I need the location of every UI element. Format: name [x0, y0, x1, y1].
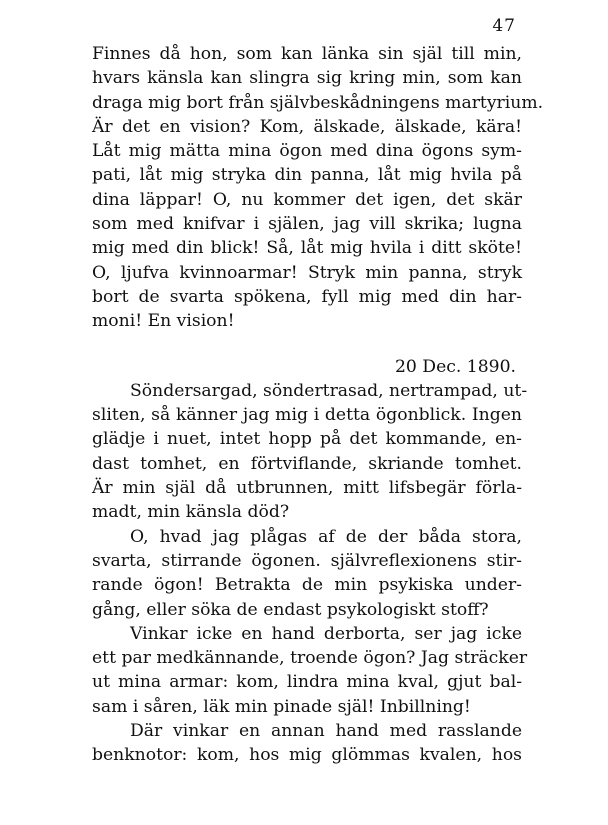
- text-line: Finnes då hon, som kan länka sin själ till min,: [92, 44, 522, 64]
- text-line: rande ögon! Betrakta de min psykiska under-: [92, 575, 522, 596]
- text-line: sliten, så känner jag mig i detta ögonblick. Ingen: [92, 405, 522, 426]
- paragraph-1: [92, 42, 544, 334]
- text-line: dast tomhet, en förtviflande, skriande tomhet.: [92, 453, 522, 474]
- text-line: ut mina armar: kom, lindra mina kval, gjut bal-: [92, 672, 522, 693]
- paragraph-4: [92, 622, 528, 719]
- text-line: benknotor: kom, hos mig glömmas kvalen, hos: [92, 745, 522, 766]
- text-line: Är min själ då utbrunnen, mitt lifsbegär förla-: [92, 478, 522, 499]
- text-line: Låt mig mätta mina ögon med dina ögons sym-: [92, 141, 522, 162]
- text-line: som med knifvar i själen, jag vill skrika; lugna: [92, 214, 522, 235]
- paragraph-5: [92, 719, 522, 768]
- text-line: hvars känsla kan slingra sig kring min, som kan: [92, 68, 522, 89]
- text-line: moni! En vision!: [92, 311, 235, 332]
- text-line: gång, eller söka de endast psykologiskt stoff?: [92, 599, 489, 620]
- text-line: mig med din blick! Så, låt mig hvila i ditt sköte!: [92, 238, 522, 259]
- paragraph-2: [92, 379, 528, 525]
- text-line: glädje i nuet, intet hopp på det kommande, en-: [92, 429, 522, 450]
- text-line: draga mig bort från självbeskådningens martyrium.: [92, 92, 544, 113]
- text-line: madt, min känsla död?: [92, 502, 290, 523]
- text-line: O, hvad jag plågas af de der båda stora,: [130, 526, 522, 547]
- text-line: pati, låt mig stryka din panna, låt mig hvila på: [92, 165, 522, 186]
- text-line: Söndersargad, söndertrasad, nertrampad, ut-: [130, 380, 528, 401]
- text-line: O, ljufva kvinnoarmar! Stryk min panna, stryk: [92, 262, 522, 283]
- diary-date: 20 Dec. 1890.: [394, 356, 516, 377]
- text-line: Är det en vision? Kom, älskade, älskade, kära!: [92, 116, 522, 137]
- text-line: Vinkar icke en hand derborta, ser jag icke: [130, 623, 522, 644]
- text-line: dina läppar! O, nu kommer det igen, det skär: [92, 189, 522, 210]
- body-text: [92, 42, 544, 768]
- page-number: 47: [492, 16, 516, 36]
- paragraph-3: [92, 525, 522, 622]
- text-line: svarta, stirrande ögonen. självreflexionens stir-: [92, 550, 522, 571]
- text-line: Där vinkar en annan hand med rasslande: [130, 721, 522, 742]
- text-line: bort de svarta spökena, fyll mig med din har-: [92, 286, 522, 307]
- text-line: ett par medkännande, troende ögon? Jag sträcker: [92, 648, 528, 669]
- text-line: sam i såren, läk min pinade själ! Inbillning!: [92, 696, 471, 717]
